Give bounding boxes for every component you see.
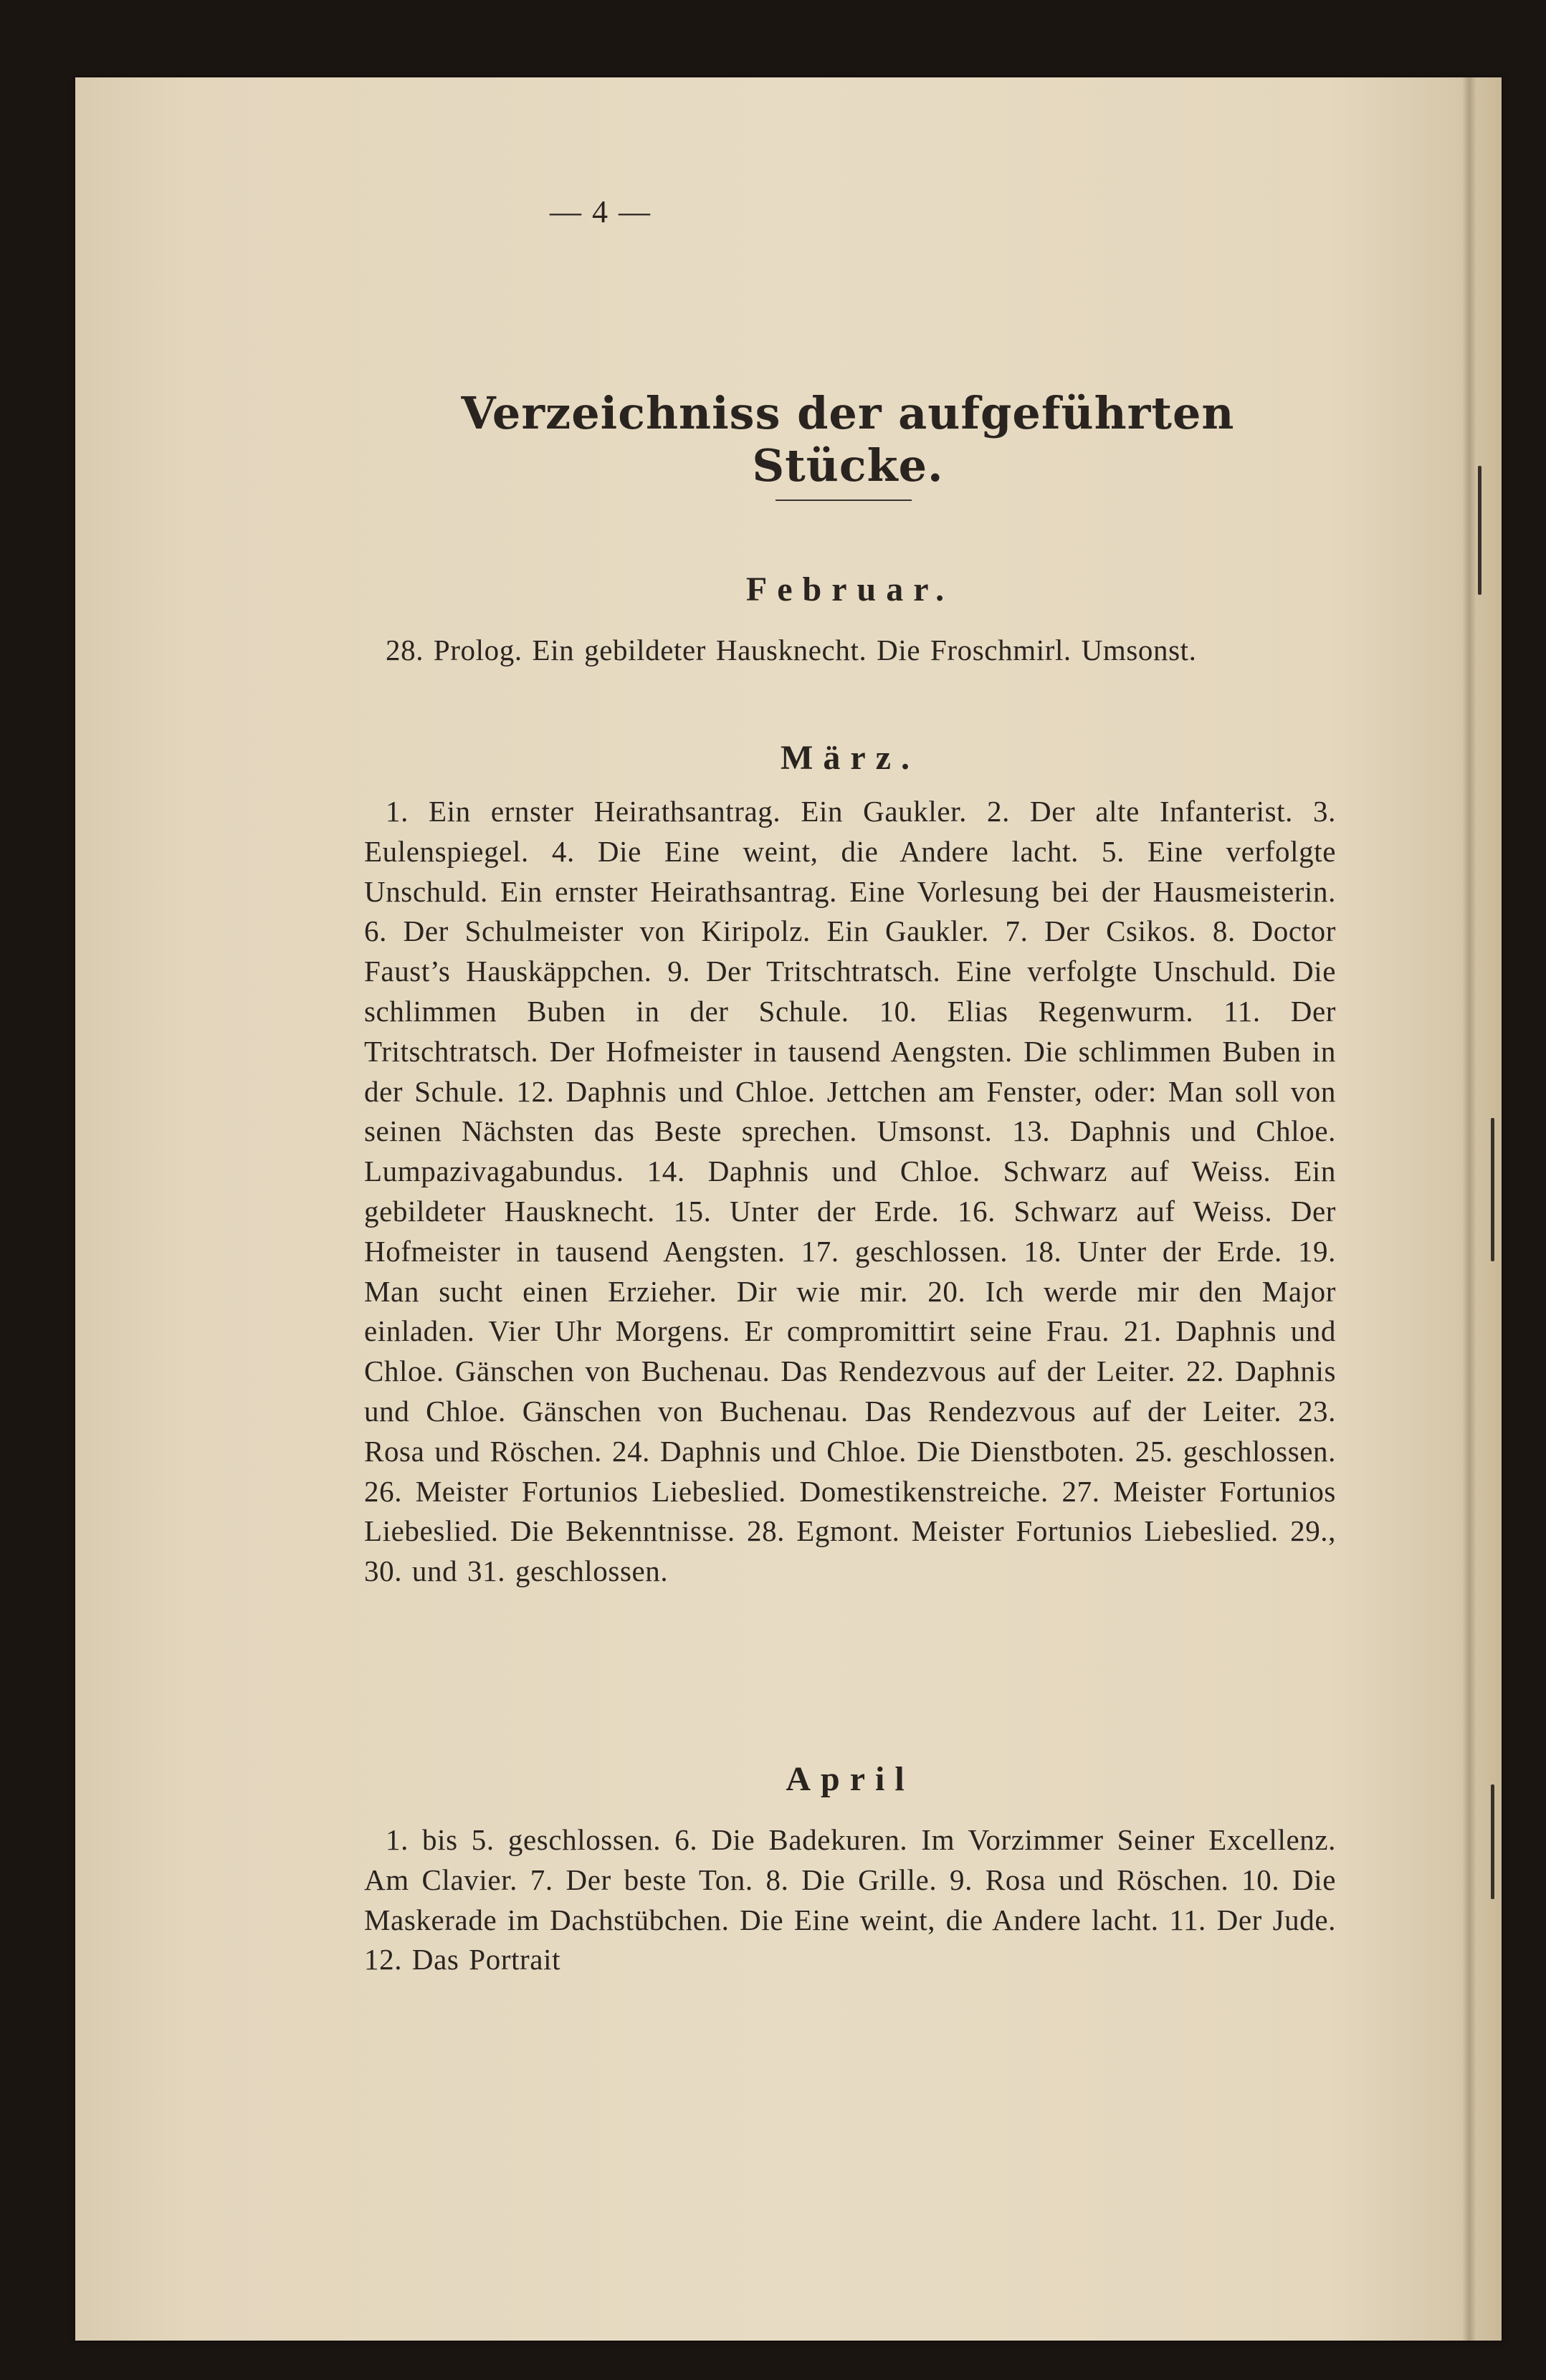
binding-mark bbox=[1491, 1784, 1494, 1899]
month-heading-april: April bbox=[786, 1760, 915, 1798]
month-heading-februar: Februar. bbox=[745, 570, 955, 608]
binding-mark bbox=[1478, 466, 1481, 595]
page-fold-edge bbox=[1462, 77, 1476, 2341]
month-entries-april: 1. bis 5. geschlossen. 6. Die Badekuren. Im Vorzimmer Seiner Excellenz. Am Clavier. 7. Der beste Ton. 8. Die Grille. 9. Rosa und Röschen. 10. Die Maskerade im Dachstübchen. Die Eine weint, die Andere lacht. 11. Der Jude. 12. Das Portrait bbox=[364, 1823, 1336, 1977]
page-title: Verzeichniss der aufgeführten Stücke. bbox=[461, 387, 1235, 492]
page-number: — 4 — bbox=[550, 194, 652, 229]
month-heading-maerz: März. bbox=[781, 739, 920, 777]
month-entries-februar: 28. Prolog. Ein gebildeter Hausknecht. Die Froschmirl. Umsonst. bbox=[386, 634, 1197, 666]
month-entries-maerz: 1. Ein ernster Heirathsantrag. Ein Gaukler. 2. Der alte Infanterist. 3. Eulenspiegel. 4. Die Eine weint, die Andere lacht. 5. Eine verfolgte Unschuld. Ein ernster Heirathsantrag. Eine Vorlesung bei der Hausmeisterin. 6. Der Schulmeister von Kiripolz. Ein Gaukler. 7. Der Csikos. 8. Doctor Faust’s Hauskäppchen. 9. Der Tritschtratsch. Eine verfolgte Unschuld. Die schlimmen Buben in der Schule. 10. Elias Regenwurm. 11. Der Tritschtratsch. Der Hofmeister in tausend Aengsten. Die schlimmen Buben in der Schule. 12. Daphnis und Chloe. Jettchen am Fenster, oder: Man soll von seinen Nächsten das Beste sprechen. Umsonst. 13. Daphnis und Chloe. Lumpazivagabundus. 14. Daphnis und Chloe. Schwarz auf Weiss. Ein gebildeter Hausknecht. 15. Unter der Erde. 16. Schwarz auf Weiss. Der Hofmeister in tausend Aengsten. 17. geschlossen. 18. Unter der Erde. 19. Man sucht einen Erzieher. Dir wie mir. 20. Ich werde mir den Major einladen. Vier Uhr Morgens. Er compromittirt seine Frau. 21. Daphnis und Chloe. Gänschen von Buchenau. Das Rendezvous auf der Leiter. 22. Daphnis und Chloe. Gänschen von Buchenau. Das Rendezvous auf der Leiter. 23. Rosa und Röschen. 24. Daphnis und Chloe. Die Dienstboten. 25. geschlossen. 26. Meister Fortunios Liebeslied. Domestikenstreiche. 27. Meister Fortunios Liebeslied. Die Bekenntnisse. 28. Egmont. Meister Fortunios Liebeslied. 29., 30. und 31. geschlossen. bbox=[364, 795, 1336, 1588]
binding-mark bbox=[1491, 1118, 1494, 1261]
title-divider bbox=[776, 500, 912, 501]
